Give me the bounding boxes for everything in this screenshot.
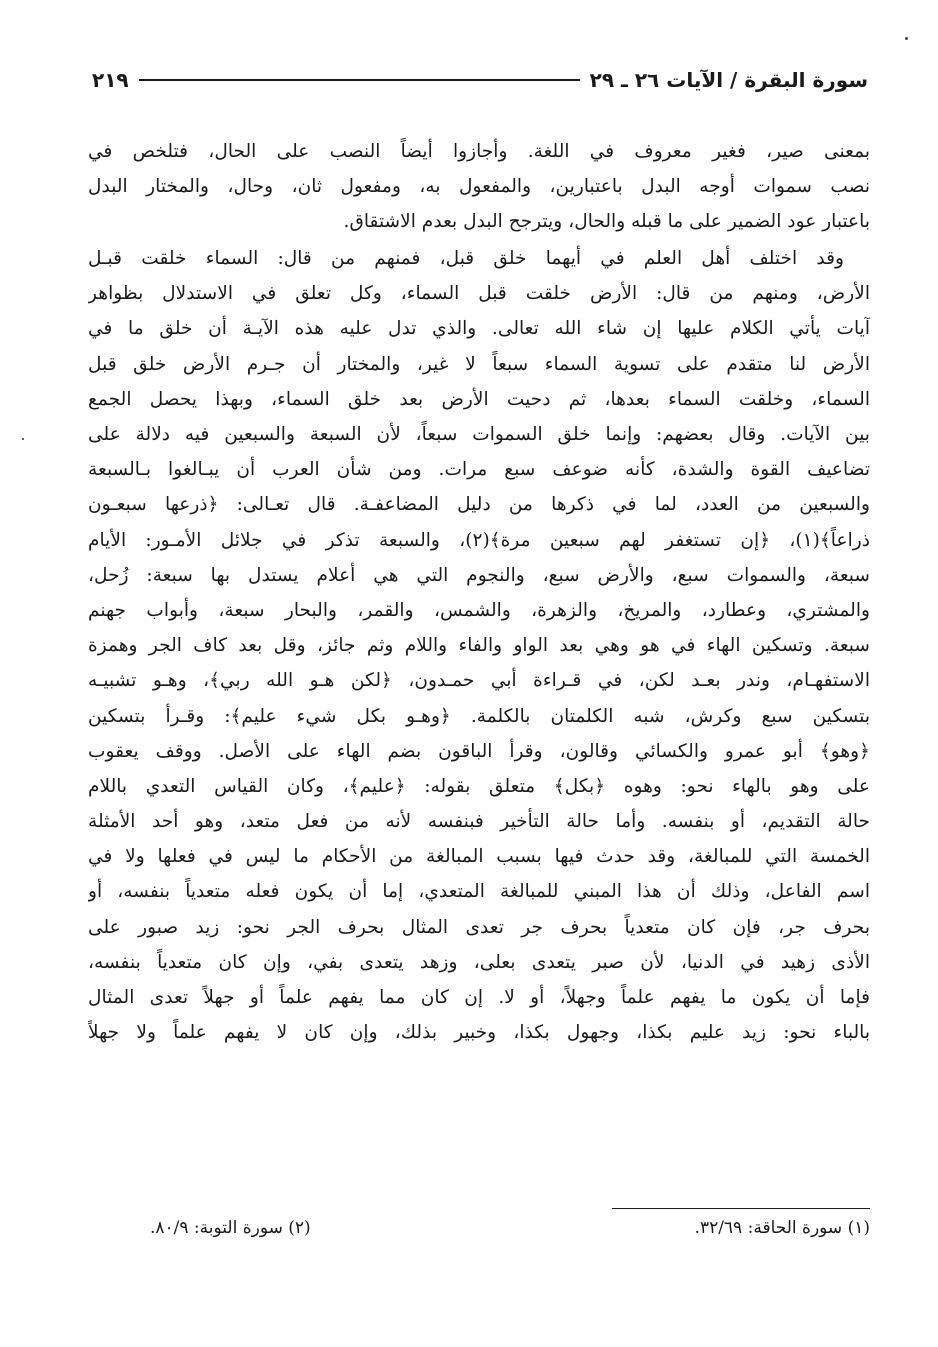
text-line: الأرض لنا متقدم على تسوية السماء سبعاً لا غير، والمختار أن جـرم الأرض خلق قبل	[88, 353, 870, 375]
text-line: والسبعين من العدد، لما في ذكرها من دليل المضاعفـة. قال تعـالى: ﴿ذرعها سبعـون	[88, 494, 870, 516]
page-number: ٢١٩	[92, 68, 129, 92]
text-line: باعتبار عود الضمير على ما قبله والحال، ويترجح البدل بعدم الاشتقاق.	[343, 211, 870, 233]
text-line: اسم الفاعل، وذلك أن هذا المبني للمبالغة المتعدي، إما أن يكون فعله متعدياً بنفسه، أو	[88, 881, 870, 903]
text-line: سبعة. وتسكين الهاء في هو وهي بعد الواو والفاء واللام وثم جائز، وقل بعد كاف الجر وهمزة	[88, 635, 870, 657]
header-rule	[139, 79, 580, 81]
text-line: بين الآيات. وقال بعضهم: وإنما خلق السموات سبعاً، لأن السبعة والسبعين فيه دلالة على	[88, 424, 870, 445]
text-line: وقد اختلف أهل العلم في أيهما خلق قبل، فمنهم من قال: السماء خلقت قبـل	[88, 248, 844, 270]
text-line: السماء، وخلقت السماء بعدها، ثم دحيت الأرض بعد خلق السماء، وبهذا يحصل الجمع	[88, 388, 870, 410]
text-line: الأذى زهيد في الدنيا، لأن صبر يتعدى بعلى، وزهد يتعدى بفي، وإن كان متعدياً بنفسه،	[88, 951, 870, 973]
text-line: بمعنى صير، فغير معروف في اللغة. وأجازوا أيضاً النصب على الحال، فتلخص في	[88, 141, 870, 162]
text-line: نصب سموات أوجه البدل باعتبارين، والمفعول به، ومفعول ثان، وحال، والمختار البدل	[88, 176, 870, 198]
text-line: فإما أن يكون ما يفهم علماً وجهلاً، أو لا. إن كان مما يفهم علماً أو جهلاً تعدى المثال	[88, 987, 870, 1008]
text-line: الاستفهـام، وندر بعـد لكن، في قـراءة أبي حمـدون، ﴿لكن هـو الله ربي﴾، وهـو تشبيـه	[88, 670, 870, 692]
scan-speck	[905, 37, 908, 40]
text-line: ذراعاً﴾(١)، ﴿إن تستغفر لهم سبعين مرة﴾(٢)، والسبعة تذكر في جلائل الأمـور: الأيام	[88, 529, 870, 551]
text-line: سبعة، والسموات سبع، والأرض سبع، والنجوم التي هي أعلام يستدل بها سبعة: زُحل،	[88, 564, 870, 586]
running-header	[92, 62, 868, 98]
footnote-1: (١) سورة الحاقة: ٣٢/٦٩.	[694, 1218, 870, 1238]
text-line: بتسكين سبع وكرش، شبه الكلمتان بالكلمة. ﴿وهـو بكل شيء عليم﴾: وقـرأ بتسكين	[88, 705, 870, 727]
header-surah-title: سورة البقرة / الآيات ٢٦ ـ ٢٩	[589, 68, 868, 92]
footnote-2: (٢) سورة التوبة: ٨٠/٩.	[150, 1218, 311, 1238]
text-line: حالة التقديم، أو بنفسه. وأما حالة التأخير فبنفسه لأنه من فعل متعد، وهو أحد الأمثلة	[88, 811, 870, 833]
text-line: بحرف جر، فإن كان متعدياً بحرف جر تعدى المثال بحرف الجر نحو: زيد صبور على	[88, 916, 870, 938]
footnote-separator	[612, 1208, 870, 1209]
text-line: بالباء نحو: زيد عليم بكذا، وجهول بكذا، وخبير بذلك، وإن كان لا يفهم علماً ولا جهلاً	[88, 1022, 870, 1044]
body-text	[88, 134, 870, 1050]
text-line: على وهو بالهاء نحو: وهوه ﴿بكل﴾ متعلق بقوله: ﴿عليم﴾، وكان القياس التعدي باللام	[88, 775, 870, 797]
text-line: الخمسة التي للمبالغة، وقد حدث فيها بسبب المبالغة من الأحكام ما ليس في فعلها ولا في	[88, 846, 870, 868]
text-line: آيات يأتي الكلام عليها إن شاء الله تعالى. والذي تدل عليه هذه الآيـة أن خلق ما في	[88, 318, 870, 340]
text-line: الأرض، ومنهم من قال: الأرض خلقت قبل السماء، وكل تعلق في الاستدلال بظواهر	[88, 283, 870, 305]
text-line: تضاعيف القوة والشدة، كأنه ضوعف سبع مرات. ومن شأن العرب أن يبـالغوا بـالسبعة	[88, 459, 870, 481]
footnotes	[150, 1218, 870, 1238]
text-line: ﴿وهو﴾ أبو عمرو والكسائي وقالون، وقرأ الباقون بضم الهاء على الأصل. ووقف يعقوب	[88, 740, 870, 762]
scan-speck	[22, 438, 24, 440]
text-line: والمشتري، وعطارد، والمريخ، والزهرة، والشمس، والقمر، والبحار سبعة، وأبواب جهنم	[88, 599, 870, 621]
